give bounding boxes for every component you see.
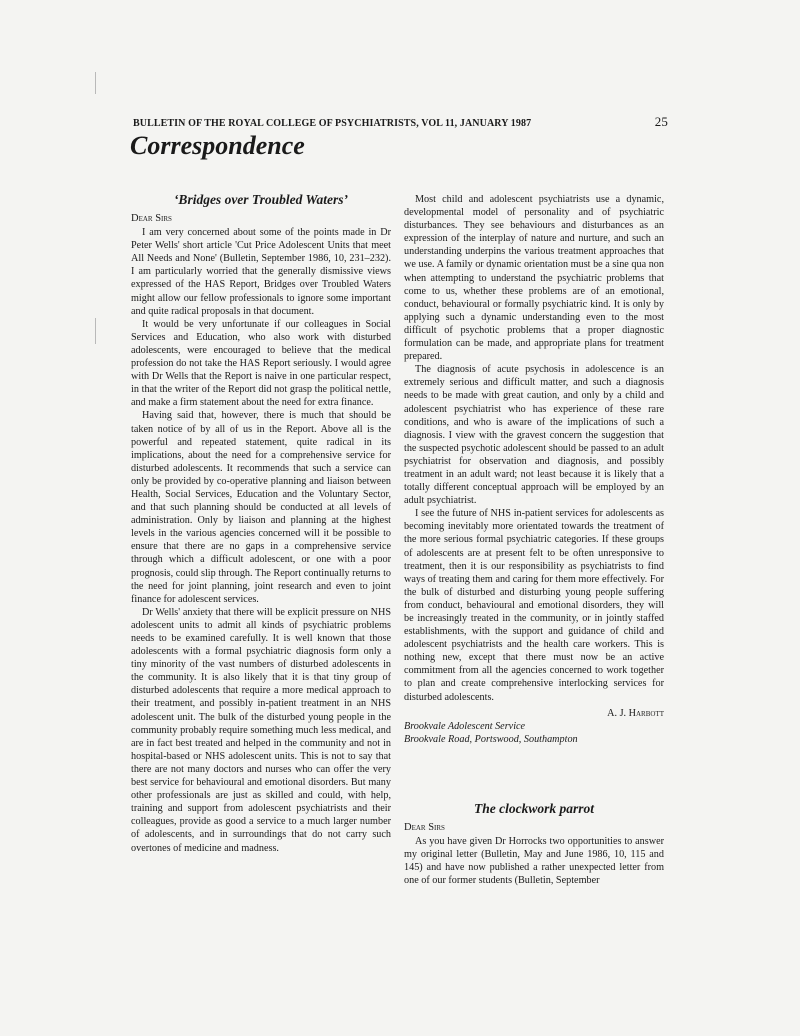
paragraph: Having said that, however, there is much that should be taken notice of by all of us in the Report. Above all is the powerful and repeated statement, quite radical in its implications, about the need for a comprehensive service for disturbed adolescents. It recommends that such a service can only be provided by co-operative planning and liaison between Health, Social Services, Education and the Voluntary Sector, and that such planning should be conducted at all levels of administration. Only by liaison and planning at the highest levels in the various agencies concerned will it be possible to ensure that there are no gaps in a comprehensive service through which a difficult adolescent, or one with a poor prognosis, could slip through. The Report continually returns to the need for joint planning, joint research and even to joint finance for adolescent services. (131, 410, 391, 605)
paragraph: Most child and adolescent psychiatrists use a dynamic, developmental model of personality and of psychiatric disturbances. They see behaviours and disturbances as an expression of the interplay of nature and nurture, and such an understanding underpins the various treatment approaches that we use. A family or dynamic orientation must be a sine qua non when attempting to understand the psychiatric problems that come to us, whether these problems are of an emotional, conduct, behavioural or formally psychiatric kind. It is only by applying such a dynamic understanding even to the most difficult of psychotic problems that a proper diagnostic formulation can be made, and appropriate plans for treatment prepared. (404, 194, 664, 363)
author-signature: A. J. Harbott (607, 707, 664, 719)
paragraph: The diagnosis of acute psychosis in adolescence is an extremely serious and difficult matter, and such a diagnosis needs to be made with great caution, and only by a child and adolescent psychiatrist who has experience of these rare conditions, and who is aware of the implications of such a diagnosis. I view with the gravest concern the suggestion that the suspected psychotic adolescent should be passed to an adult psychiatrist for observation and diagnosis, and possibly treatment in an adult ward; not least because it is likely that a totally different conceptual approach will be employed by an adult psychiatrist. (404, 364, 664, 507)
salutation: Dear Sirs (404, 821, 445, 833)
scan-mark-mid (95, 318, 96, 344)
left-column (131, 192, 391, 855)
second-article (404, 801, 664, 887)
paragraph: As you have given Dr Horrocks two opportunities to answer my original letter (Bulletin, May and June 1986, 10, 115 and 145) and have now published a rather unexpected letter from one of our former students (Bulletin, September (404, 835, 664, 887)
running-head (133, 114, 668, 130)
paragraph: It would be very unfortunate if our colleagues in Social Services and Education, who also work with disturbed adolescents, were encouraged to believe that the medical profession do not take the HAS Report seriously. I would agree with Dr Wells that the Report is naive in one particular respect, in that the writer of the Report did not grasp the political nettle, and make a firm statement about the need for extra finance. (131, 318, 391, 409)
paragraph: I see the future of NHS in-patient services for adolescents as becoming inevitably more orientated towards the treatment of the more serious formal psychiatric categories. If these groups of adolescents are at present felt to be often unresponsive to treatment, then it is our responsibility as psychiatrists to find ways of treating them and caring for them more effectively. For the bulk of disturbed and disturbing young people suffering from conduct, behavioural and emotional disorders, they will be increasingly treated in the community, or in jointly staffed establishments, with the support and guidance of child and adolescent psychiatrists and the health care workers. This is nothing new, except that there must now be an active commitment from all the agencies concerned to work together to plan and create comprehensive interlocking services for disturbed adolescents. (404, 508, 664, 703)
paragraph: I am very concerned about some of the points made in Dr Peter Wells' short article 'Cut Price Adolescent Units that meet All Needs and None' (Bulletin, September 1986, 10, 231–232). I am particularly worried that the generally dismissive views expressed of the HAS Report, Bridges over Troubled Waters might allow our fellow professionals to ignore some important and quite radical proposals in that document. (131, 227, 391, 317)
article-title: ‘Bridges over Troubled Waters’ (173, 192, 349, 207)
scan-mark-top (95, 72, 96, 94)
right-column (404, 193, 664, 887)
author-address-line2: Brookvale Road, Portswood, Southampton (404, 733, 578, 745)
article-title: The clockwork parrot (474, 800, 594, 816)
author-address-line1: Brookvale Adolescent Service (404, 720, 526, 732)
page-number: 25 (654, 114, 668, 129)
salutation: Dear Sirs (131, 213, 172, 224)
paragraph: Dr Wells' anxiety that there will be explicit pressure on NHS adolescent units to admit all kinds of psychiatric problems needs to be examined carefully. It is well known that those adolescents with a formal psychiatric diagnosis form only a tiny minority of the vast numbers of disturbed adolescents in the community. It is also likely that it is that tiny group of disturbed adolescents that require a more medical approach to their treatment, and possibly in-patient treatment in an NHS adolescent unit. The bulk of the disturbed young people in the community probably require something much less medical, and are in fact best treated and helped in the community and not in hospital-based or NHS adolescent units. This is not to say that there are not many doctors and nurses who can offer the very best service for behavioural and emotional disorders. But many other professionals are just as skilled and could, with help, training and support from adolescent psychiatrists and their colleagues, provide as good a service to a much larger number of adolescents, and in surroundings that do not carry such overtones of medicine and madness. (131, 606, 391, 854)
section-title: Correspondence (130, 131, 305, 160)
journal-header: BULLETIN OF THE ROYAL COLLEGE OF PSYCHIATRISTS, VOL 11, JANUARY 1987 (133, 118, 532, 129)
